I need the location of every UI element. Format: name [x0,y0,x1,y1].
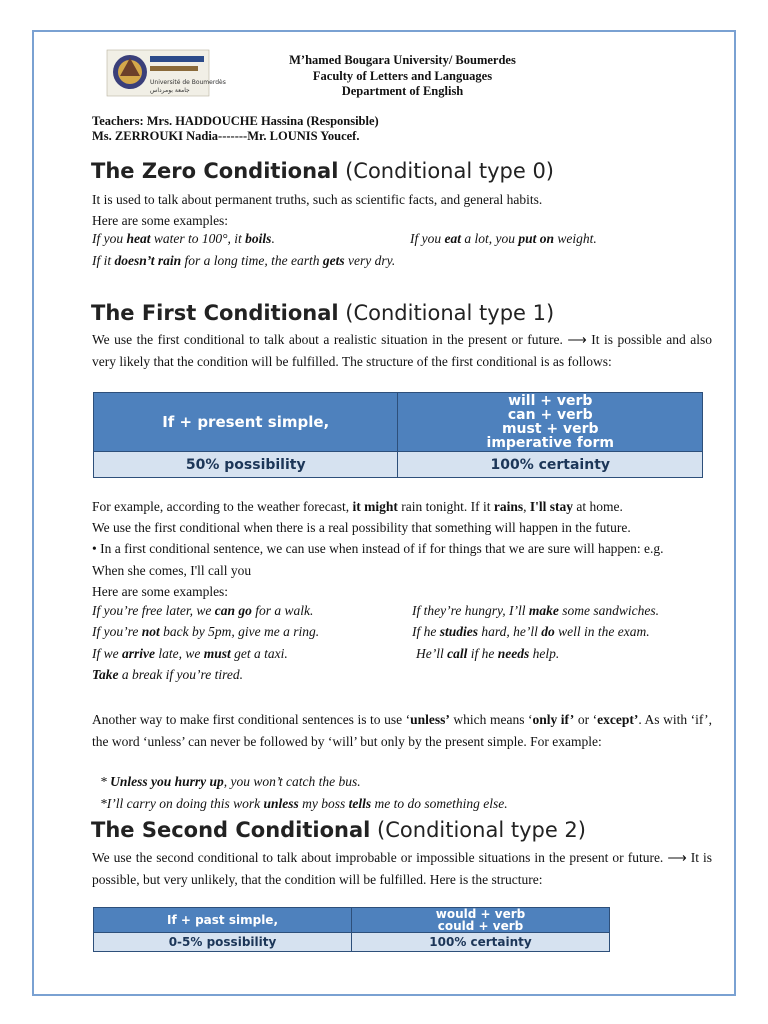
first-example-4: If he studies hard, he’ll do well in the exam. [412,624,650,639]
first-intro: We use the first conditional to talk about a realistic situation in the present or future. ⟶ It is possible and also very likely that the condition will be fulfilled. The structure of the first conditional is as follows: [92,332,712,369]
unless-explanation: Another way to make first conditional sentences is to use ‘unless’ which means ‘only if’ or ‘except’. As with ‘if’, the word ‘unless’ can never be followed by ‘will’ but only by the present simple. For example: [92,712,712,749]
unless-example-1: * Unless you hurry up, you won’t catch the bus. [100,774,361,789]
unless-example-2: *I’ll carry on doing this work unless my boss tells me to do something else. [100,796,508,811]
teachers-line-2: Ms. ZERROUKI Nadia-------Mr. LOUNIS Youcef. [92,129,360,143]
zero-examples-intro: Here are some examples: [92,213,229,228]
teachers-line-1: Teachers: Mrs. HADDOUCHE Hassina (Responsible) [92,114,379,128]
first-conditional-heading: The First Conditional (Conditional type 1) [91,301,555,325]
zero-conditional-heading: The Zero Conditional (Conditional type 0) [91,159,555,183]
second-table-result-clause: would + verb could + verb [352,908,610,933]
university-name: M’hamed Bougara University/ Boumerdes [289,53,516,67]
zero-definition: It is used to talk about permanent truths, such as scientific facts, and general habits. [92,192,543,207]
second-intro: We use the second conditional to talk about improbable or impossible situations in the present or future. ⟶ It is possible, but very unlikely, that the condition will be fulfilled. Here is the structure: [92,850,712,887]
zero-example-2: If you eat a lot, you put on weight. [410,231,597,246]
second-table-possibility: 0-5% possibility [94,933,352,952]
first-example-5: If we arrive late, we must get a taxi. [92,646,288,661]
logo-arabic: جامعة بومرداس [150,87,190,94]
first-table-certainty: 100% certainty [398,452,703,478]
first-usage-note: We use the first conditional when there is a real possibility that something will happen in the future. [92,520,631,535]
faculty-name: Faculty of Letters and Languages [312,68,493,83]
first-examples-intro: Here are some examples: [92,584,229,599]
first-example-7: Take a break if you’re tired. [92,667,243,682]
zero-example-1: If you heat water to 100°, it boils. [92,231,275,246]
second-conditional-structure-table [93,907,610,952]
first-example-1: If you’re free later, we can go for a walk. [92,603,314,618]
second-table-certainty: 100% certainty [352,933,610,952]
first-example-forecast: For example, according to the weather forecast, it might rain tonight. If it rains, I'll stay at home. [92,499,623,514]
first-conditional-structure-table [93,392,703,478]
second-conditional-heading: The Second Conditional (Conditional type 2) [91,818,586,842]
second-table-if-clause: If + past simple, [94,908,352,933]
first-when-note: • In a first conditional sentence, we can use when instead of if for things that we are sure will happen: e.g. When she comes, I'll call you [92,541,664,578]
first-example-2: If they’re hungry, I’ll make some sandwiches. [412,603,659,618]
first-example-6: He’ll call if he needs help. [416,646,560,661]
logo-french: Université de Boumerdès [150,79,226,86]
first-table-possibility: 50% possibility [94,452,398,478]
first-example-3: If you’re not back by 5pm, give me a ring. [92,624,320,639]
department-name: Department of English [341,84,464,98]
zero-example-3: If it doesn’t rain for a long time, the earth gets very dry. [92,253,396,268]
first-table-result-clause: will + verb can + verb must + verb imperative form [398,393,703,452]
first-table-if-clause: If + present simple, [94,393,398,452]
university-logo-icon [106,46,226,100]
